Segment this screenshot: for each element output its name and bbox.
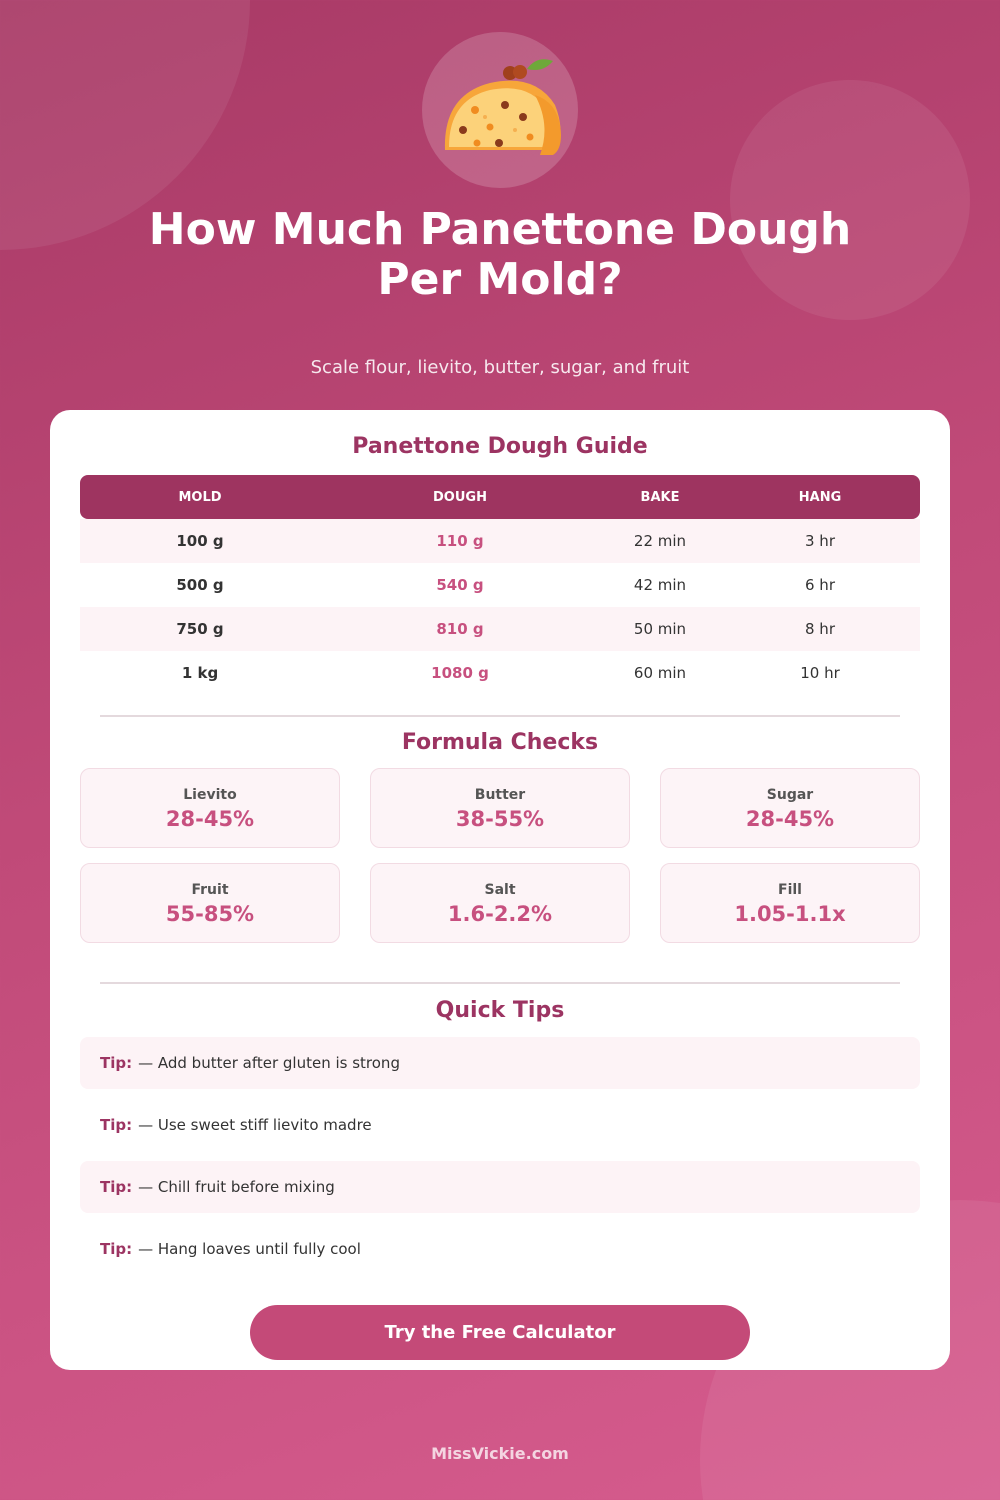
page-title-line2: Per Mold? bbox=[377, 254, 623, 305]
check-value: 38-55% bbox=[455, 807, 545, 831]
check-value: 28-45% bbox=[165, 807, 255, 831]
tip-text: — Chill fruit before mixing bbox=[138, 1178, 335, 1196]
tips-title: Quick Tips bbox=[435, 998, 565, 1023]
table-row bbox=[80, 651, 920, 695]
page-title-line1: How Much Panettone Dough bbox=[148, 204, 852, 255]
column-header-hang: HANG bbox=[798, 489, 842, 505]
tip-label: Tip: bbox=[100, 1054, 133, 1072]
cell-hang: 6 hr bbox=[805, 576, 835, 594]
column-header-dough: DOUGH bbox=[433, 489, 487, 505]
column-header-bake: BAKE bbox=[640, 489, 680, 505]
cell-hang: 8 hr bbox=[805, 620, 835, 638]
check-card-lievito bbox=[80, 768, 340, 848]
guide-title: Panettone Dough Guide bbox=[352, 434, 648, 459]
check-value: 1.6-2.2% bbox=[447, 902, 553, 926]
page-title bbox=[100, 205, 900, 305]
cell-bake: 42 min bbox=[633, 576, 687, 594]
tip-text: — Hang loaves until fully cool bbox=[138, 1240, 361, 1258]
tip-item bbox=[80, 1223, 920, 1275]
table-row bbox=[80, 519, 920, 563]
tip-text: — Add butter after gluten is strong bbox=[138, 1054, 400, 1072]
check-card-fruit bbox=[80, 863, 340, 943]
tip-item bbox=[80, 1099, 920, 1151]
cell-bake: 50 min bbox=[633, 620, 687, 638]
cell-mold: 1 kg bbox=[181, 664, 219, 682]
check-card-butter bbox=[370, 768, 630, 848]
check-label: Fill bbox=[778, 882, 802, 898]
check-label: Salt bbox=[484, 882, 516, 898]
check-label: Sugar bbox=[766, 787, 814, 803]
cell-mold: 750 g bbox=[176, 620, 224, 638]
check-label: Butter bbox=[474, 787, 526, 803]
table-header bbox=[80, 475, 920, 519]
cell-dough: 110 g bbox=[436, 532, 484, 550]
page-subtitle: Scale flour, lievito, butter, sugar, and fruit bbox=[310, 357, 690, 378]
cell-dough: 810 g bbox=[436, 620, 484, 638]
tip-label: Tip: bbox=[100, 1178, 133, 1196]
column-header-mold: MOLD bbox=[178, 489, 222, 505]
cell-mold: 500 g bbox=[176, 576, 224, 594]
check-value: 55-85% bbox=[165, 902, 255, 926]
check-card-salt bbox=[370, 863, 630, 943]
panettone-icon bbox=[435, 55, 565, 165]
cell-dough: 1080 g bbox=[431, 664, 489, 682]
cell-bake: 60 min bbox=[633, 664, 687, 682]
content-card bbox=[50, 410, 950, 1370]
tip-item bbox=[80, 1037, 920, 1089]
tip-item bbox=[80, 1161, 920, 1213]
footer-brand[interactable]: MissVickie.com bbox=[431, 1444, 569, 1463]
section-divider bbox=[100, 715, 900, 717]
table-row bbox=[80, 607, 920, 651]
check-label: Fruit bbox=[191, 882, 229, 898]
tip-text: — Use sweet stiff lievito madre bbox=[138, 1116, 372, 1134]
check-label: Lievito bbox=[183, 787, 237, 803]
check-value: 1.05-1.1x bbox=[734, 902, 846, 926]
checks-title: Formula Checks bbox=[401, 730, 599, 755]
cell-mold: 100 g bbox=[176, 532, 224, 550]
tip-label: Tip: bbox=[100, 1240, 133, 1258]
check-card-sugar bbox=[660, 768, 920, 848]
dough-guide-table bbox=[80, 475, 920, 695]
tip-label: Tip: bbox=[100, 1116, 133, 1134]
try-calculator-button[interactable]: Try the Free Calculator bbox=[250, 1305, 750, 1360]
section-divider bbox=[100, 982, 900, 984]
check-card-fill bbox=[660, 863, 920, 943]
hero-badge bbox=[422, 32, 578, 188]
table-row bbox=[80, 563, 920, 607]
cell-hang: 10 hr bbox=[800, 664, 840, 682]
cell-dough: 540 g bbox=[436, 576, 484, 594]
check-value: 28-45% bbox=[745, 807, 835, 831]
cell-bake: 22 min bbox=[633, 532, 687, 550]
cell-hang: 3 hr bbox=[805, 532, 835, 550]
